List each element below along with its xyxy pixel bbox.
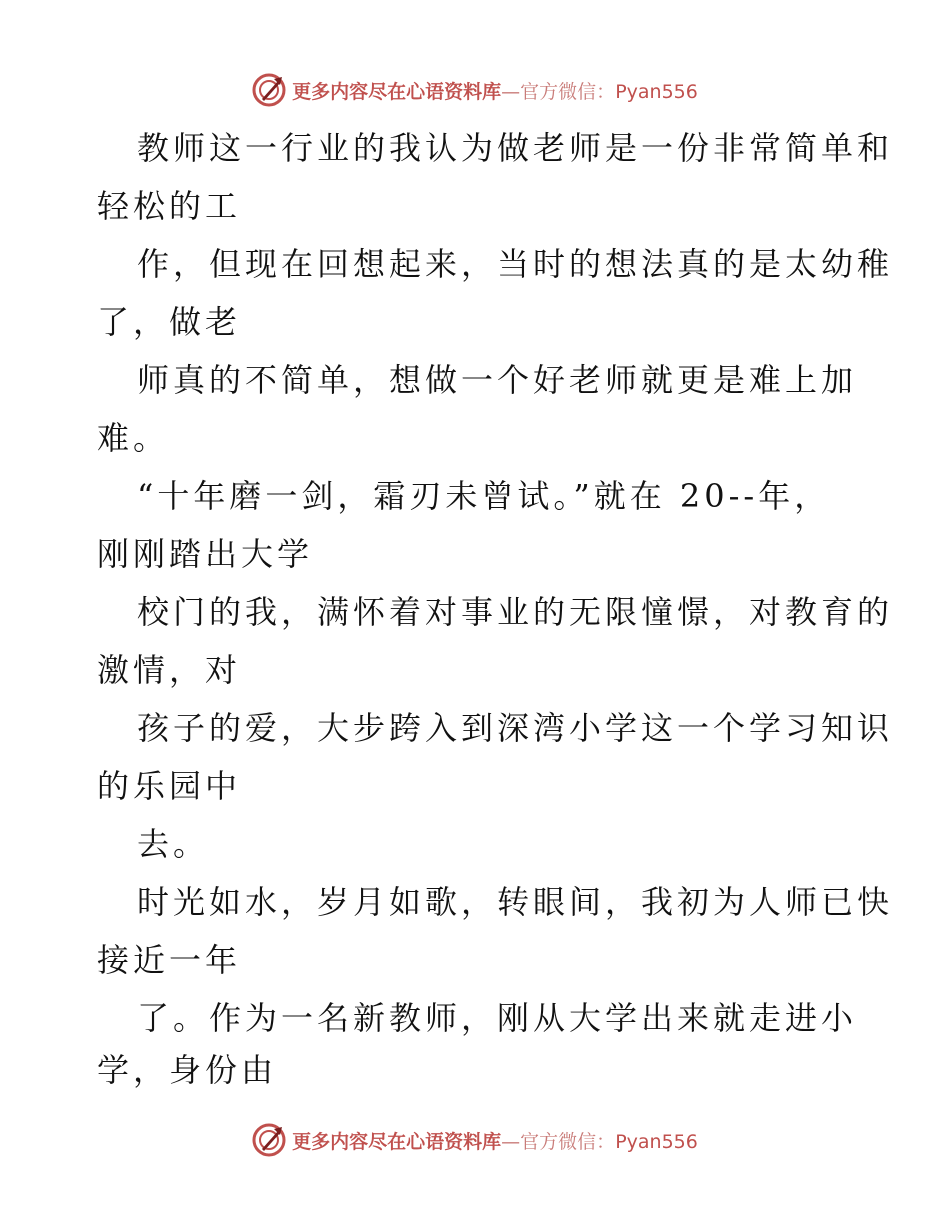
text-line: 校门的我，满怀着对事业的无限憧憬，对教育的 — [137, 593, 894, 631]
text-line: 时光如水，岁月如歌，转眼间，我初为人师已快 — [137, 883, 894, 921]
text-line: 孩子的爱，大步跨入到深湾小学这一个学习知识 — [137, 709, 894, 747]
text-line: 刚刚踏出大学 — [97, 535, 314, 573]
text-line: 接近一年 — [97, 941, 242, 979]
banner-title: 更多内容尽在心语资料库 — [292, 80, 502, 103]
banner-wechat-id: Pyan556 — [615, 1130, 698, 1153]
logo-icon — [252, 1123, 286, 1157]
text-line: 作，但现在回想起来，当时的想法真的是太幼稚 — [137, 245, 894, 283]
text-line: 轻松的工 — [97, 187, 242, 225]
banner-wechat-label: —官方微信： — [501, 80, 616, 103]
text-line: 了。作为一名新教师，刚从大学出来就走进小 — [137, 999, 858, 1037]
text-line: 学，身份由 — [97, 1051, 278, 1089]
text-line: “十年磨一剑，霜刃未曾试。”就在 20--年， — [137, 477, 831, 515]
text-line: 师真的不简单，想做一个好老师就更是难上加 — [137, 361, 858, 399]
text-line: 去。 — [137, 825, 210, 863]
text-line: 难。 — [97, 419, 170, 457]
text-line: 激情，对 — [97, 651, 242, 689]
banner-title: 更多内容尽在心语资料库 — [292, 1130, 502, 1153]
banner-wechat-label: —官方微信： — [501, 1130, 616, 1153]
text-line: 了，做老 — [97, 303, 242, 341]
text-line: 的乐园中 — [97, 767, 242, 805]
banner-text — [292, 1127, 698, 1154]
footer-banner — [0, 1120, 950, 1160]
banner-wechat-id: Pyan556 — [615, 80, 698, 103]
text-line: 教师这一行业的我认为做老师是一份非常简单和 — [137, 129, 894, 167]
